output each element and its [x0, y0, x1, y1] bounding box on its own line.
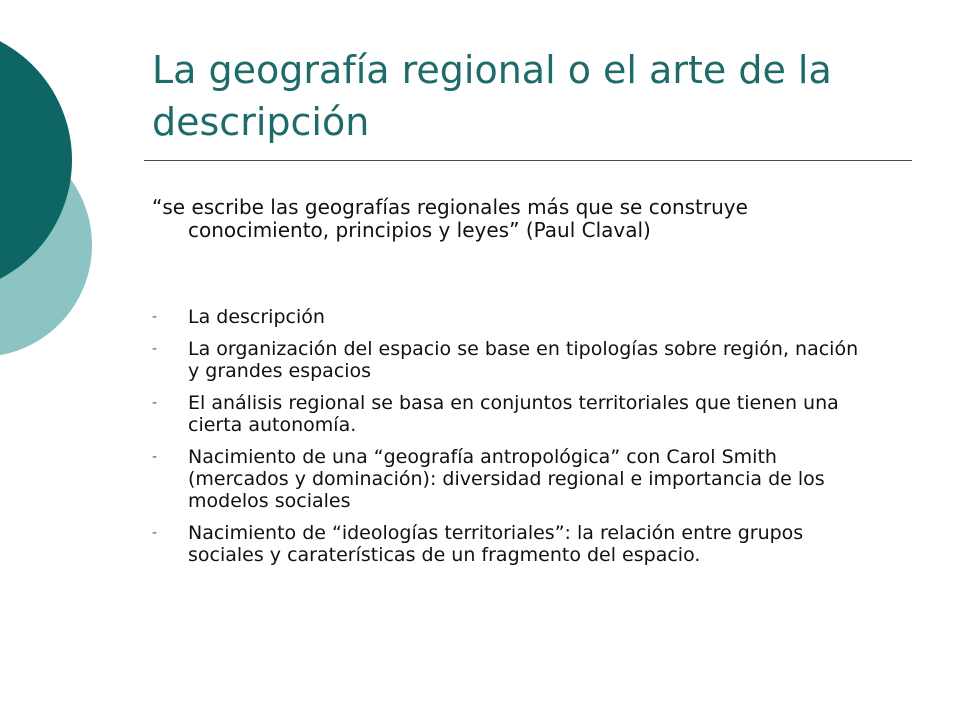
- bullet-text: Nacimiento de una “geografía antropológica” con Carol Smith (mercados y dominación): diversidad regional e importancia de los modelos sociales: [188, 446, 825, 512]
- bullet-item: [152, 306, 872, 328]
- decorative-circles: [0, 0, 110, 400]
- bullet-text: La descripción: [188, 306, 325, 328]
- dash-icon: -: [152, 341, 158, 357]
- bullet-item: [152, 338, 872, 382]
- bullet-text: La organización del espacio se base en tipologías sobre región, nación y grandes espacios: [188, 338, 859, 382]
- slide-title: La geografía regional o el arte de la descripción: [152, 48, 832, 144]
- bullet-text: El análisis regional se basa en conjuntos territoriales que tienen una cierta autonomía.: [188, 392, 839, 436]
- dash-icon: -: [152, 309, 158, 325]
- dash-icon: -: [152, 449, 158, 465]
- quote-text: “se escribe las geografías regionales más que se construye conocimiento, principios y leyes” (Paul Claval): [152, 195, 748, 242]
- dash-icon: -: [152, 525, 158, 541]
- title-divider: [144, 160, 912, 161]
- bullet-item: [152, 522, 872, 566]
- bullet-item: [152, 446, 872, 512]
- dash-icon: -: [152, 395, 158, 411]
- bullet-text: Nacimiento de “ideologías territoriales”: la relación entre grupos sociales y caraterísticas de un fragmento del espacio.: [188, 522, 804, 566]
- bullet-item: [152, 392, 872, 436]
- bullet-list: [152, 306, 872, 576]
